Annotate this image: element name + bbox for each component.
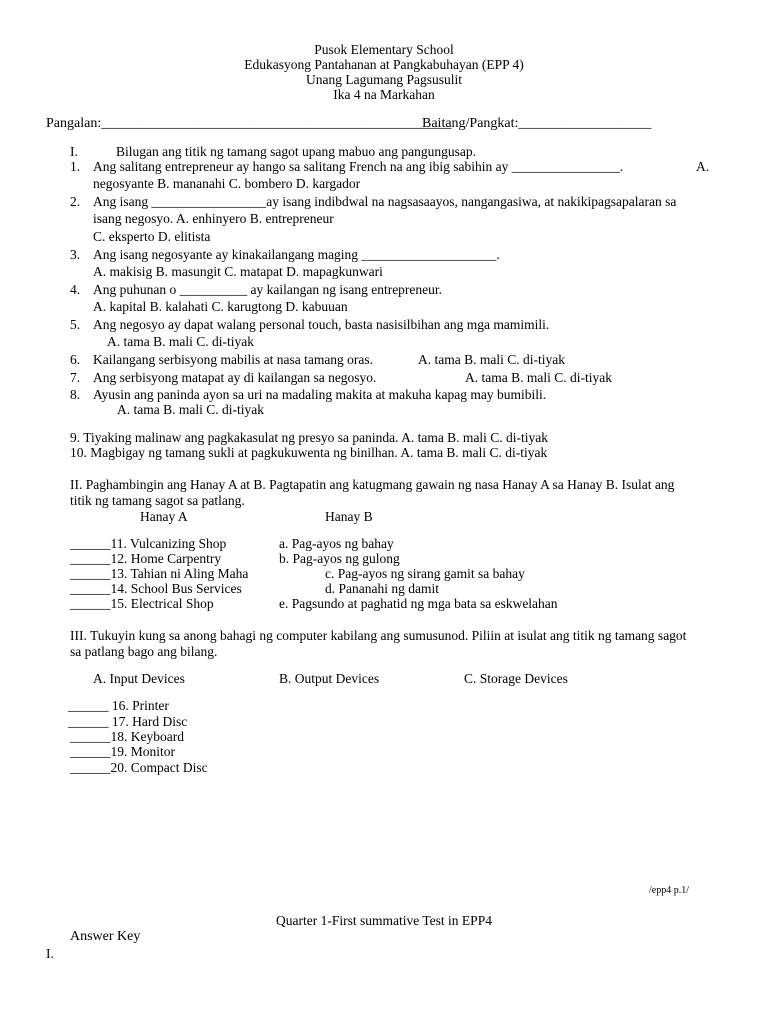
- answer-key-numeral: I.: [46, 946, 54, 961]
- q2-choices-line1: isang negosyo. A. enhinyero B. entrepreneur: [93, 211, 334, 226]
- part3-instruction-line1: III. Tukuyin kung sa anong bahagi ng computer kabilang ang sumusunod. Piliin at isulat ang titik ng tamang sagot: [70, 628, 687, 643]
- quarter-label: Ika 4 na Markahan: [333, 87, 435, 102]
- q8-choices: A. tama B. mali C. di-tiyak: [117, 402, 264, 417]
- grade-field-label: Baitang/Pangkat:___________________: [422, 116, 652, 131]
- q1-number: 1.: [70, 159, 81, 174]
- item-line: ______19. Monitor: [70, 744, 176, 759]
- q1-choices: negosyante B. mananahi C. bombero D. kargador: [93, 176, 361, 191]
- q9-line: 9. Tiyaking malinaw ang pagkakasulat ng presyo sa paninda. A. tama B. mali C. di-tiyak: [70, 430, 549, 445]
- match-item-a: ______15. Electrical Shop: [70, 596, 214, 611]
- part1-numeral: I.: [70, 144, 78, 159]
- part2-instruction-line2: titik ng tamang sagot sa patlang.: [70, 493, 245, 508]
- q2-text: Ang isang _________________ay isang indibdwal na nagsasaayos, nangangasiwa, at nakikipagsapalaran sa: [93, 194, 677, 209]
- match-item-b: e. Pagsundo at paghatid ng mga bata sa eskwelahan: [279, 596, 558, 611]
- name-field-label: Pangalan:__________________________________________________: [46, 116, 452, 131]
- q10-line: 10. Magbigay ng tamang sukli at pagkukuwenta ng binilhan. A. tama B. mali C. di-tiyak: [70, 445, 548, 460]
- q6-number: 6.: [70, 352, 81, 367]
- match-item-b: c. Pag-ayos ng sirang gamit sa bahay: [325, 566, 525, 581]
- part2-instruction-line1: II. Paghambingin ang Hanay A at B. Pagtapatin ang katugmang gawain ng nasa Hanay A sa Hanay B. Isulat ang: [70, 477, 675, 492]
- q5-text: Ang negosyo ay dapat walang personal touch, basta nasisilbihan ang mga mamimili.: [93, 317, 550, 332]
- part3-instruction-line2: sa patlang bago ang bilang.: [70, 644, 218, 659]
- item-line: ______20. Compact Disc: [70, 760, 208, 775]
- q5-choices: A. tama B. mali C. di-tiyak: [107, 334, 254, 349]
- q3-text: Ang isang negosyante ay kinakailangang maging ____________________.: [93, 247, 500, 262]
- column-b-heading: Hanay B: [325, 509, 373, 524]
- q4-text: Ang puhunan o __________ ay kailangan ng isang entrepreneur.: [93, 282, 443, 297]
- option-storage-devices: C. Storage Devices: [464, 671, 568, 686]
- match-item-a: ______12. Home Carpentry: [70, 551, 222, 566]
- match-item-b: a. Pag-ayos ng bahay: [279, 536, 394, 551]
- q1-text: Ang salitang entrepreneur ay hango sa salitang French na ang ibig sabihin ay ________________.: [93, 159, 624, 174]
- part1-instruction: Bilugan ang titik ng tamang sagot upang mabuo ang pangungusap.: [116, 144, 476, 159]
- q7-number: 7.: [70, 370, 81, 385]
- exam-title: Unang Lagumang Pagsusulit: [306, 72, 462, 87]
- item-line: ______ 17. Hard Disc: [68, 714, 188, 729]
- match-item-a: ______14. School Bus Services: [70, 581, 242, 596]
- answer-key-title: Quarter 1-First summative Test in EPP4: [276, 913, 492, 928]
- q6-text: Kailangang serbisyong mabilis at nasa tamang oras.: [93, 352, 374, 367]
- q7-choices: A. tama B. mali C. di-tiyak: [465, 370, 612, 385]
- q4-choices: A. kapital B. kalahati C. karugtong D. kabuuan: [93, 299, 348, 314]
- subject-title: Edukasyong Pantahanan at Pangkabuhayan (EPP 4): [244, 57, 524, 72]
- q2-choices-line2: C. eksperto D. elitista: [93, 229, 211, 244]
- q8-number: 8.: [70, 387, 81, 402]
- match-item-b: d. Pananahi ng damit: [325, 581, 439, 596]
- school-name: Pusok Elementary School: [314, 42, 454, 57]
- q3-number: 3.: [70, 247, 81, 262]
- option-output-devices: B. Output Devices: [279, 671, 380, 686]
- page-marker: /epp4 p.1/: [649, 885, 689, 896]
- q6-choices: A. tama B. mali C. di-tiyak: [418, 352, 565, 367]
- answer-key-label: Answer Key: [70, 929, 141, 944]
- match-item-a: ______11. Vulcanizing Shop: [70, 536, 227, 551]
- q1-choice-a-letter: A.: [696, 159, 710, 174]
- item-line: ______ 16. Printer: [68, 698, 169, 713]
- q2-number: 2.: [70, 194, 81, 209]
- q5-number: 5.: [70, 317, 81, 332]
- match-item-a: ______13. Tahian ni Aling Maha: [70, 566, 249, 581]
- option-input-devices: A. Input Devices: [93, 671, 185, 686]
- q7-text: Ang serbisyong matapat ay di kailangan sa negosyo.: [93, 370, 377, 385]
- item-line: ______18. Keyboard: [70, 729, 184, 744]
- q4-number: 4.: [70, 282, 81, 297]
- match-item-b: b. Pag-ayos ng gulong: [279, 551, 400, 566]
- q3-choices: A. makisig B. masungit C. matapat D. mapagkunwari: [93, 264, 383, 279]
- q8-text: Ayusin ang paninda ayon sa uri na madaling makita at makuha kapag may bumibili.: [93, 387, 547, 402]
- column-a-heading: Hanay A: [140, 509, 188, 524]
